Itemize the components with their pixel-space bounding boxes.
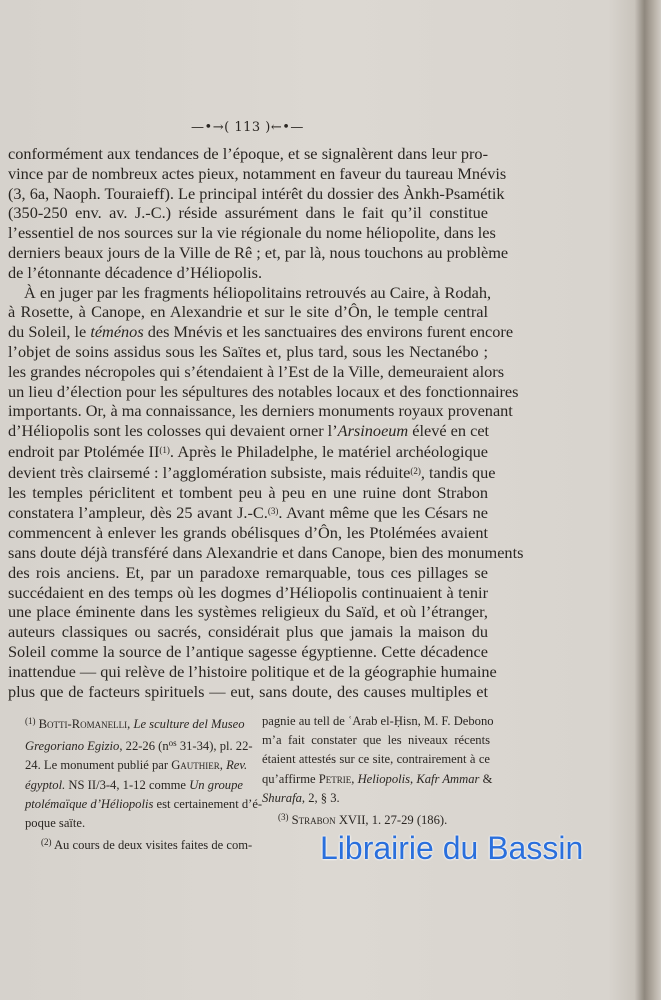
footnote-line (262, 750, 490, 769)
text-segment: NS II/3-4, 1-12 comme (65, 777, 190, 792)
footnote-line (262, 731, 490, 750)
text-line (8, 622, 488, 642)
text-segment: devient très clairsemé : l’agglomération subsiste, mais réduite (8, 462, 411, 482)
text-segment: derniers beaux jours de la Ville de Rê ; et, par là, nous touchons au problème (8, 242, 509, 262)
text-segment: succédaient en des temps où les dogmes d’Héliopolis continuaient à tenir (8, 582, 488, 602)
ornament-left: —•→( (191, 120, 230, 135)
text-segment: XVII, 1. 27-29 (186). (335, 813, 448, 828)
footnote-ref: os (168, 738, 177, 749)
text-line (8, 203, 488, 223)
text-segment: , (219, 758, 227, 773)
text-line (8, 523, 488, 543)
text-segment: les grandes nécropoles qui s’étendaient à l’Est de la Ville, demeuraient alors (8, 361, 505, 381)
text-line (8, 602, 488, 622)
footnote-line (25, 712, 243, 734)
text-segment: , (351, 771, 358, 786)
text-segment: pagnie au tell de ʿArab el-Ḥisn, M. F. Debono (262, 714, 494, 728)
author-name: Petrie (318, 771, 352, 786)
text-line (8, 223, 496, 243)
italic-text: Heliopolis, Kafr Ammar (357, 771, 480, 786)
page-header (0, 120, 495, 135)
footnote-ref: (3) (267, 506, 279, 517)
text-segment: un lieu d’élection pour les sépultures des notables locaux et des fonctionnaires (8, 381, 519, 401)
footnote-ref: (3) (278, 812, 289, 823)
text-line (8, 483, 488, 503)
text-segment: Soleil comme la source de l’antique sagesse égyptienne. Cette décadence (8, 641, 488, 661)
text-segment: constatera l’ampleur, dès 25 avant J.-C. (8, 503, 268, 523)
text-segment: les temples périclitent et tombent peu à peu en une ruine dont Strabon (8, 482, 488, 502)
footnote-line (25, 776, 243, 795)
footnotes-left-column (25, 712, 263, 855)
italic-text: Le sculture del Museo (133, 717, 245, 731)
text-line (8, 462, 496, 483)
text-line (8, 682, 488, 702)
footnote-line (25, 795, 263, 814)
text-segment: m’a fait constater que les niveaux récents (262, 733, 490, 748)
footnote-line (25, 833, 253, 855)
text-segment: À en juger par les fragments héliopolitains retrouvés au Caire, à Rodah, (24, 282, 492, 302)
text-segment: (3, 6a, Naoph. Touraieff). Le principal intérêt du dossier des Ànkh-Psamétik (8, 183, 505, 203)
text-line (8, 183, 505, 204)
text-line (8, 421, 488, 441)
text-line (8, 163, 507, 184)
text-segment: inattendue — qui relève de l’histoire politique et de la géographie humaine (8, 661, 497, 681)
text-line (8, 361, 505, 382)
text-line (8, 542, 524, 563)
footnote-line (262, 712, 494, 731)
text-segment: vince par de nombreux actes pieux, notamment en faveur du taureau Mnévis (8, 163, 507, 183)
footnote-ref: (1) (25, 716, 36, 726)
text-segment: Au cours de deux visites faites de com- (51, 838, 253, 853)
text-segment: 24. Le monument publié par (25, 758, 172, 773)
footnote-ref: (2) (41, 837, 52, 848)
italic-text: Arsinoeum (337, 421, 409, 441)
text-line (8, 322, 514, 342)
text-segment: plus que de facteurs spirituels — eut, sans doute, des causes multiples et (8, 681, 488, 701)
text-line (8, 263, 488, 283)
footnotes-right-column (262, 712, 494, 830)
text-segment: (350-250 env. av. J.-C.) réside assurément dans le fait qu’il constitue (8, 203, 488, 223)
text-segment: étaient attestés sur ce site, contrairement à ce (262, 752, 490, 767)
text-line (8, 642, 488, 662)
text-segment: . Avant même que les Césars ne (278, 503, 488, 523)
text-segment: élevé en cet (408, 421, 490, 441)
text-line (8, 342, 488, 362)
text-segment: , 22-26 (n (119, 739, 169, 754)
text-line (8, 563, 488, 583)
text-segment: l’objet de soins assidus sous les Saïtes et, plus tard, sous les Nectanébo ; (8, 341, 488, 361)
footnote-ref: (1) (159, 444, 170, 455)
text-segment: qu’affirme (262, 771, 319, 786)
text-line (8, 441, 488, 462)
text-segment: 31-34), pl. 22- (176, 739, 253, 754)
text-segment: & (479, 771, 493, 786)
text-segment: , 2, § 3. (301, 790, 340, 805)
text-line (8, 144, 488, 164)
italic-text: Rev. (226, 758, 248, 773)
text-segment: d’Héliopolis sont les colosses qui devaient orner l’ (8, 421, 338, 441)
footnote-ref: (2) (410, 465, 421, 476)
footnote-line (262, 808, 490, 830)
text-segment: , (127, 717, 134, 731)
text-segment: sans doute déjà transféré dans Alexandrie et dans Canope, bien des monuments (8, 542, 524, 562)
author-name: Strabon (291, 813, 336, 828)
text-segment: des Mnévis et les sanctuaires des environs furent encore (143, 322, 514, 342)
italic-text: ptolémaïque d’Héliopolis (25, 796, 154, 811)
author-name: Gauthier (171, 758, 220, 773)
text-segment: importants. Or, à ma connaissance, les derniers monuments royaux provenant (8, 401, 513, 421)
text-line (8, 302, 488, 322)
text-line (8, 401, 513, 421)
text-line (8, 381, 519, 402)
text-segment: de l’étonnante décadence d’Héliopolis. (8, 262, 263, 282)
text-segment: poque saïte. (25, 816, 86, 831)
footnote-line (262, 789, 490, 808)
footnote-line (25, 756, 248, 775)
text-segment: . Après le Philadelphe, le matériel archéologique (169, 441, 488, 461)
text-segment: une place éminente dans les systèmes religieux du Saïd, et où l’étranger, (8, 602, 488, 622)
text-segment: endroit par Ptolémée II (8, 441, 160, 461)
text-segment: des rois anciens. Et, par un paradoxe remarquable, tous ces pillages se (8, 562, 488, 582)
text-segment: du Soleil, le (8, 322, 91, 342)
footnote-line (262, 770, 493, 789)
footnote-line (25, 734, 253, 756)
text-segment: conformément aux tendances de l’époque, et se signalèrent dans leur pro- (8, 144, 488, 163)
text-line (8, 242, 509, 263)
italic-text: Shurafa (262, 790, 302, 805)
italic-text: Un groupe (189, 777, 243, 792)
text-segment: à Rosette, à Canope, en Alexandrie et sur le site d’Ôn, le temple central (8, 302, 488, 322)
text-segment: l’essentiel de nos sources sur la vie régionale du nome héliopolite, dans les (8, 223, 496, 243)
italic-text: téménos (90, 322, 144, 342)
text-line (8, 583, 488, 603)
text-line (8, 502, 488, 523)
author-name: Botti-Romanelli (38, 717, 128, 731)
text-line (8, 661, 497, 682)
text-segment: auteurs classiques ou sacrés, considérait plus que jamais la maison du (8, 622, 488, 642)
italic-text: égyptol. (25, 777, 66, 792)
text-line (8, 282, 492, 303)
page-number: 113 (234, 120, 261, 135)
watermark: Librairie du Bassin (320, 830, 584, 866)
main-text (8, 144, 524, 701)
italic-text: Gregoriano Egizio (25, 739, 120, 754)
footnote-line (25, 814, 243, 833)
ornament-right: )←•— (265, 120, 304, 135)
text-segment: commencent à enlever les grands obélisques d’Ôn, les Ptolémées avaient (8, 523, 488, 543)
text-segment: , tandis que (420, 462, 496, 482)
text-segment: est certainement d’é- (153, 796, 263, 811)
